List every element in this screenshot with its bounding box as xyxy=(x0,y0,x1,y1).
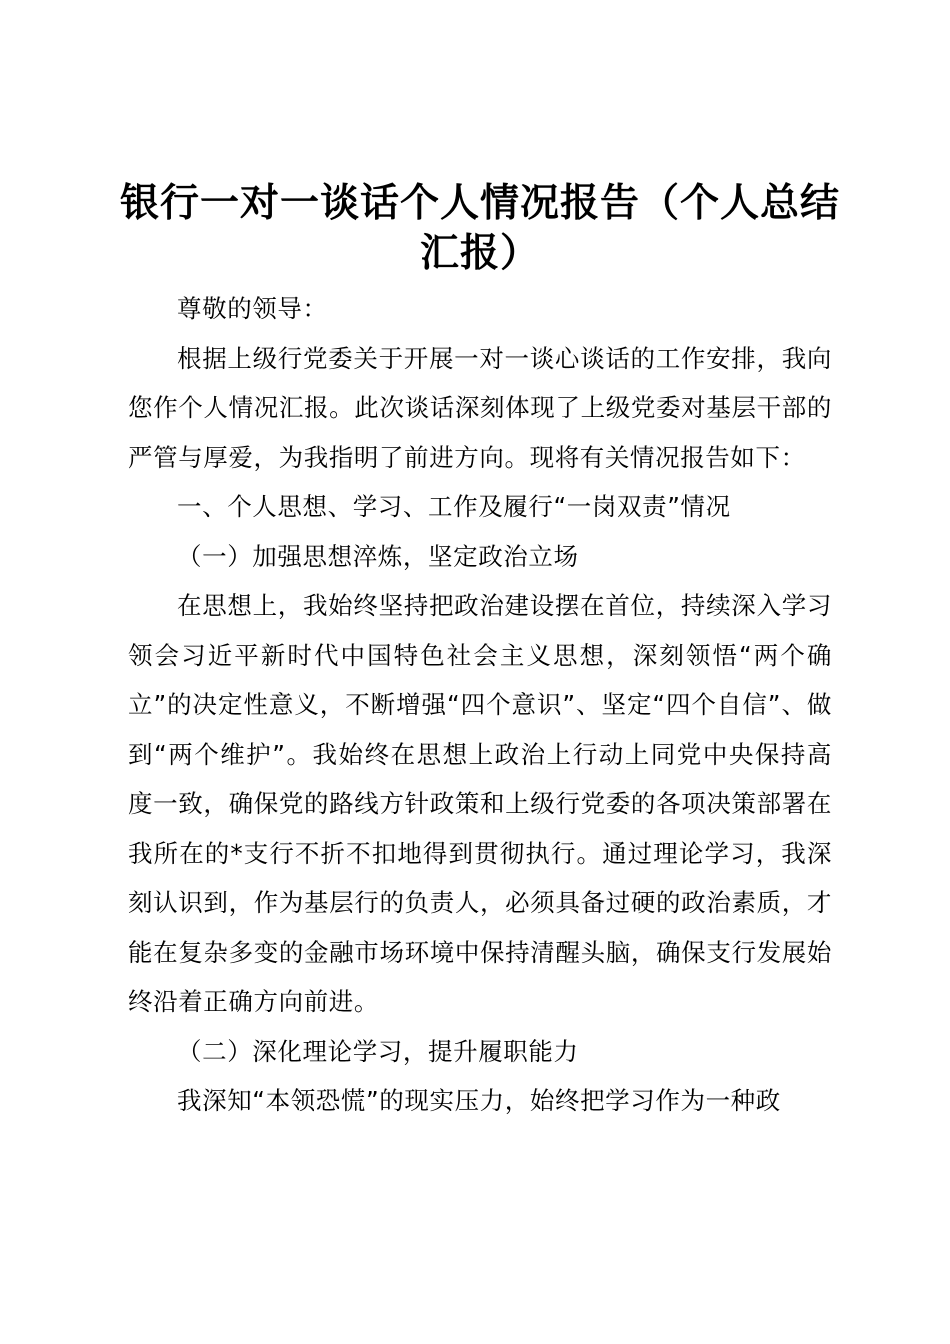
document-title: 银行一对一谈话个人情况报告（个人总结汇报） xyxy=(119,180,840,276)
document-page xyxy=(119,178,840,1126)
subsection-heading-1: （一）加强思想淬炼，坚定政治立场 xyxy=(177,541,579,571)
paragraph-intro: 根据上级行党委关于开展一对一谈心谈话的工作安排，我向您作个人情况汇报。此次谈话深刻体现了上级党委对基层干部的严管与厚爱，为我指明了前进方向。现将有关情况报告如下： xyxy=(128,343,832,472)
salutation: 尊敬的领导： xyxy=(177,294,328,323)
subsection-heading-2: （二）深化理论学习，提升履职能力 xyxy=(177,1036,579,1066)
paragraph-study: 我深知“本领恐慌”的现实压力，始终把学习作为一种政 xyxy=(177,1086,781,1115)
section-heading-1: 一、个人思想、学习、工作及履行“一岗双责”情况 xyxy=(177,492,731,521)
paragraph-ideology: 在思想上，我始终坚持把政治建设摆在首位，持续深入学习领会习近平新时代中国特色社会主义思想，深刻领悟“两个确立”的决定性意义，不断增强“四个意识”、坚定“四个自信”、做到“两个维护”。我始终在思想上政治上行动上同党中央保持高度一致，确保党的路线方针政策和上级行党委的各项决策部署在我所在的*支行不折不扣地得到贯彻执行。通过理论学习，我深刻认识到，作为基层行的负责人，必须具备过硬的政治素质，才能在复杂多变的金融市场环境中保持清醒头脑，确保支行发展始终沿着正确方向前进。 xyxy=(128,591,832,1016)
